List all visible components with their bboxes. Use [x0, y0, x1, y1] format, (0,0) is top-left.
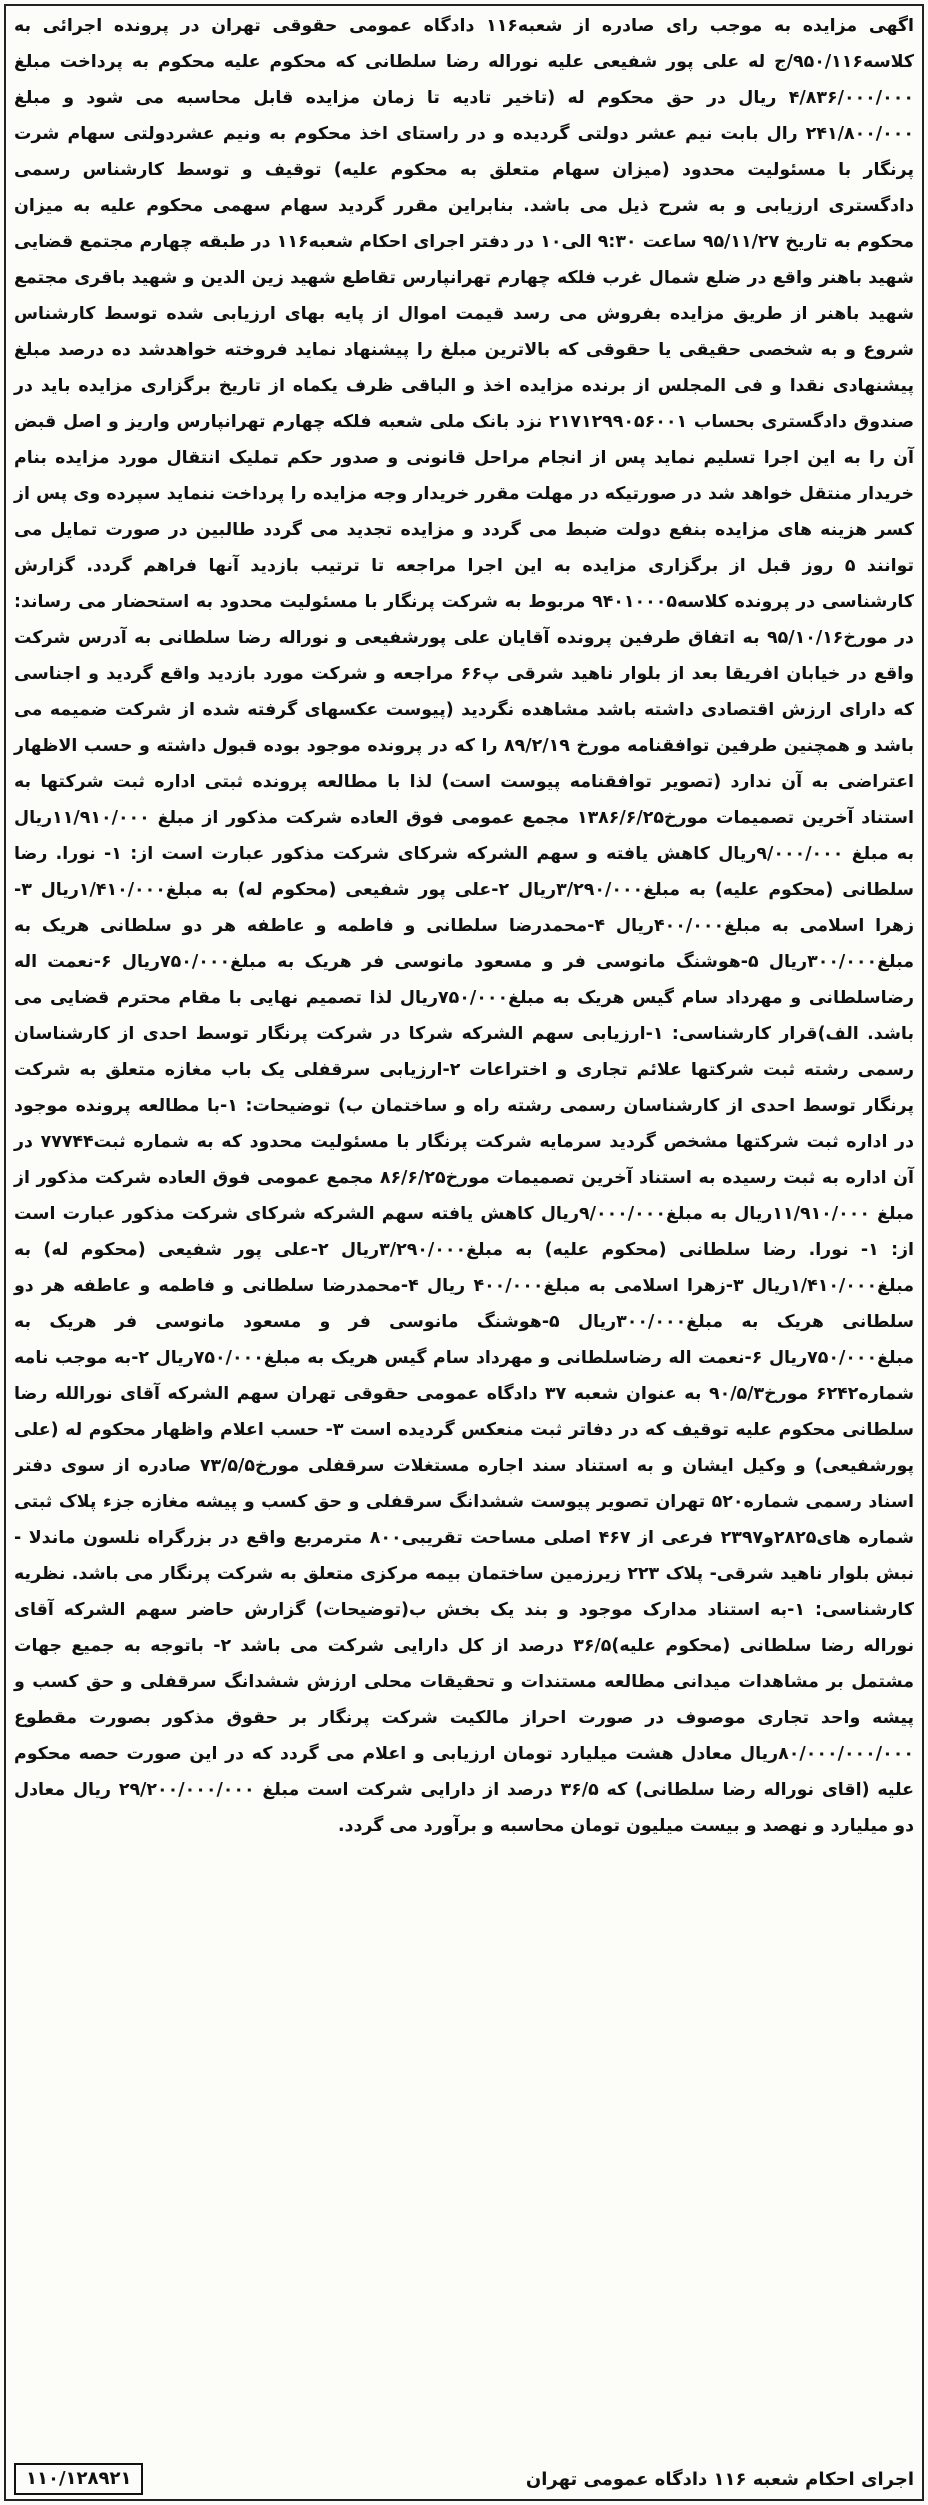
notice-footer — [14, 2459, 914, 2499]
reference-number: ۱۱۰/۱۲۸۹۲۱ — [14, 2463, 143, 2495]
notice-body — [10, 8, 918, 1844]
notice-paragraph: اگهی مزایده به موجب رای صادره از شعبه۱۱۶ دادگاه عمومی حقوقی تهران در پرونده اجرائی به کلاسه۹۵۰/۱۱۶/ج له علی پور شفیعی علیه نوراله رضا سلطانی که محکوم علیه محکوم به پرداخت مبلغ ۴/۸۳۶/۰۰۰/۰۰۰ ریال در حق محکوم له (تاخیر تادیه تا زمان مزایده قابل محاسبه می شود و مبلغ ۲۴۱/۸۰۰/۰۰۰ رال بابت نیم عشر دولتی گردیده و در راستای اخذ محکوم به ونیم عشردولتی سهام شرت پرنگار با مسئولیت محدود (میزان سهام متعلق به محکوم علیه) توقیف و توسط کارشناس رسمی دادگستری ارزیابی و به شرح ذیل می باشد. بنابراین مقرر گردید سهام سهمی محکوم علیه به میزان محکوم به تاریخ ۹۵/۱۱/۲۷ ساعت ۹:۳۰ الی۱۰ در دفتر اجرای احکام شعبه۱۱۶ در طبقه چهارم مجتمع قضایی شهید باهنر واقع در ضلع شمال غرب فلکه چهارم تهرانپارس تقاطع شهید زین الدین و شهید باقری مجتمع شهید باهنر از طریق مزایده بفروش می رسد قیمت اموال از پایه بهای ارزیابی شده توسط کارشناس شروع و به شخصی حقیقی یا حقوقی که بالاترین مبلغ را پیشنهاد نماید فروخته خواهدشد ده درصد مبلغ پیشنهادی نقدا و فی المجلس از برنده مزایده اخذ و الباقی ظرف یکماه از تاریخ برگزاری مزایده باید در صندوق دادگستری بحساب ۲۱۷۱۲۹۹۰۵۶۰۰۱ نزد بانک ملی شعبه فلکه چهارم تهرانپارس واریز و اصل قبض آن را به این اجرا تسلیم نماید پس از انجام مراحل قانونی و صدور حکم تملیک انتقال مورد مزایده بنام خریدار منتقل خواهد شد در صورتیکه در مهلت مقرر خریدار وجه مزایده را پرداخت ننماید سپرده وی پس از کسر هزینه های مزایده بنفع دولت ضبط می گردد و مزایده تجدید می گردد طالبین در صورت تمایل می توانند ۵ روز قبل از برگزاری مزایده به این اجرا مراجعه تا ترتیب بازدید آنها فراهم گردد. گزارش کارشناسی در پرونده کلاسه۹۴۰۱۰۰۰۵ مربوط به شرکت پرنگار با مسئولیت محدود به استحضار می رساند: در مورخ۹۵/۱۰/۱۶ به اتفاق طرفین پرونده آقایان علی پورشفیعی و نوراله رضا سلطانی به آدرس شرکت واقع در خیابان افریقا بعد از بلوار ناهید شرقی پ۶۶ مراجعه و شرکت مورد بازدید واقع گردید و اجناسی که دارای ارزش اقتصادی داشته باشد مشاهده نگردید (پیوست عکسهای گرفته شده از شرکت ضمیمه می باشد و همچنین طرفین توافقنامه مورخ ۸۹/۲/۱۹ را که در پرونده موجود بوده قبول داشته و حسب الاظهار اعتراضی به آن ندارد (تصویر توافقنامه پیوست است) لذا با مطالعه پرونده ثبتی اداره ثبت شرکتها به استناد آخرین تصمیمات مورخ۱۳۸۶/۶/۲۵ مجمع عمومی فوق العاده شرکت مذکور از مبلغ ۱۱/۹۱۰/۰۰۰ریال به مبلغ ۹/۰۰۰/۰۰۰ریال کاهش یافته و سهم الشرکه شرکای شرکت مذکور عبارت است از: ۱- نورا. رضا سلطانی (محکوم علیه) به مبلغ۳/۲۹۰/۰۰۰ریال ۲-علی پور شفیعی (محکوم له) به مبلغ۱/۴۱۰/۰۰۰ریال ۳-زهرا اسلامی به مبلغ۴۰۰/۰۰۰ریال ۴-محمدرضا سلطانی و فاطمه و عاطفه هر دو سلطانی هریک به مبلغ۳۰۰/۰۰۰ریال ۵-هوشنگ مانوسی فر و مسعود مانوسی فر هریک به مبلغ۷۵۰/۰۰۰ریال ۶-نعمت اله رضاسلطانی و مهرداد سام گیس هریک به مبلغ۷۵۰/۰۰۰ریال لذا تصمیم نهایی با مقام محترم قضایی می باشد. الف)قرار کارشناسی: ۱-ارزیابی سهم الشرکه شرکا در شرکت پرنگار توسط احدی از کارشناسان رسمی رشته ثبت شرکتها علائم تجاری و اختراعات ۲-ارزیابی سرقفلی یک باب مغازه متعلق به شرکت پرنگار توسط احدی از کارشناسان رسمی رشته راه و ساختمان ب) توضیحات: ۱-با مطالعه پرونده موجود در اداره ثبت شرکتها مشخص گردید سرمایه شرکت پرنگار با مسئولیت محدود که به شماره ثبت۷۷۷۴۴ در آن اداره به ثبت رسیده به استناد آخرین تصمیمات مورخ۸۶/۶/۲۵ مجمع عمومی فوق العاده شرکت مذکور از مبلغ ۱۱/۹۱۰/۰۰۰ریال به مبلغ۹/۰۰۰/۰۰۰ریال کاهش یافته سهم الشرکه شرکای شرکت مذکور عبارت است از: ۱- نورا. رضا سلطانی (محکوم علیه) به مبلغ۳/۲۹۰/۰۰۰ریال ۲-علی پور شفیعی (محکوم له) به مبلغ۱/۴۱۰/۰۰۰ریال ۳-زهرا اسلامی به مبلغ۴۰۰/۰۰۰ ریال ۴-محمدرضا سلطانی و فاطمه و عاطفه هر دو سلطانی هریک به مبلغ۳۰۰/۰۰۰ریال ۵-هوشنگ مانوسی فر و مسعود مانوسی فر هریک به مبلغ۷۵۰/۰۰۰ریال ۶-نعمت اله رضاسلطانی و مهرداد سام گیس هریک به مبلغ۷۵۰/۰۰۰ریال ۲-به موجب نامه شماره۶۲۴۲ مورخ۹۰/۵/۳ به عنوان شعبه ۳۷ دادگاه عمومی حقوقی تهران سهم الشرکه آقای نورالله رضا سلطانی محکوم علیه توقیف که در دفاتر ثبت منعکس گردیده است ۳- حسب اعلام واظهار محکوم له (علی پورشفیعی) و وکیل ایشان و به استناد سند اجاره مستغلات سرقفلی مورخ۷۳/۵/۵ صادره از سوی دفتر اسناد رسمی شماره۵۲۰ تهران تصویر پیوست ششدانگ سرقفلی و حق کسب و پیشه مغازه جزء پلاک ثبتی شماره های۲۸۲۵و۲۳۹۷ فرعی از ۴۶۷ اصلی مساحت تقریبی۸۰۰ مترمربع واقع در بزرگراه نلسون ماندلا - نبش بلوار ناهید شرقی- پلاک ۲۲۳ زیرزمین ساختمان بیمه مرکزی متعلق به شرکت پرنگار می باشد. نظریه کارشناسی: ۱-به استناد مدارک موجود و بند یک بخش ب(توضیحات) گزارش حاضر سهم الشرکه آقای نوراله رضا سلطانی (محکوم علیه)۳۶/۵ درصد از کل دارایی شرکت می باشد ۲- باتوجه به جمیع جهات مشتمل بر مشاهدات میدانی مطالعه مستندات و تحقیقات محلی ارزش ششدانگ سرقفلی و حق کسب و پیشه واحد تجاری موصوف در صورت احراز مالکیت شرکت پرنگار بر حقوق مذکور بصورت مقطوع ۸۰/۰۰۰/۰۰۰/۰۰۰ریال معادل هشت میلیارد تومان ارزیابی و اعلام می گردد که در این صورت حصه محکوم علیه (اقای نوراله رضا سلطانی) که ۳۶/۵ درصد از دارایی شرکت است مبلغ ۲۹/۲۰۰/۰۰۰/۰۰۰ ریال معادل دو میلیارد و نهصد و بیست میلیون تومان محاسبه و برآورد می گردد. — [14, 16, 915, 1836]
issuer-signature: اجرای احکام شعبه ۱۱۶ دادگاه عمومی تهران — [525, 2468, 914, 2490]
